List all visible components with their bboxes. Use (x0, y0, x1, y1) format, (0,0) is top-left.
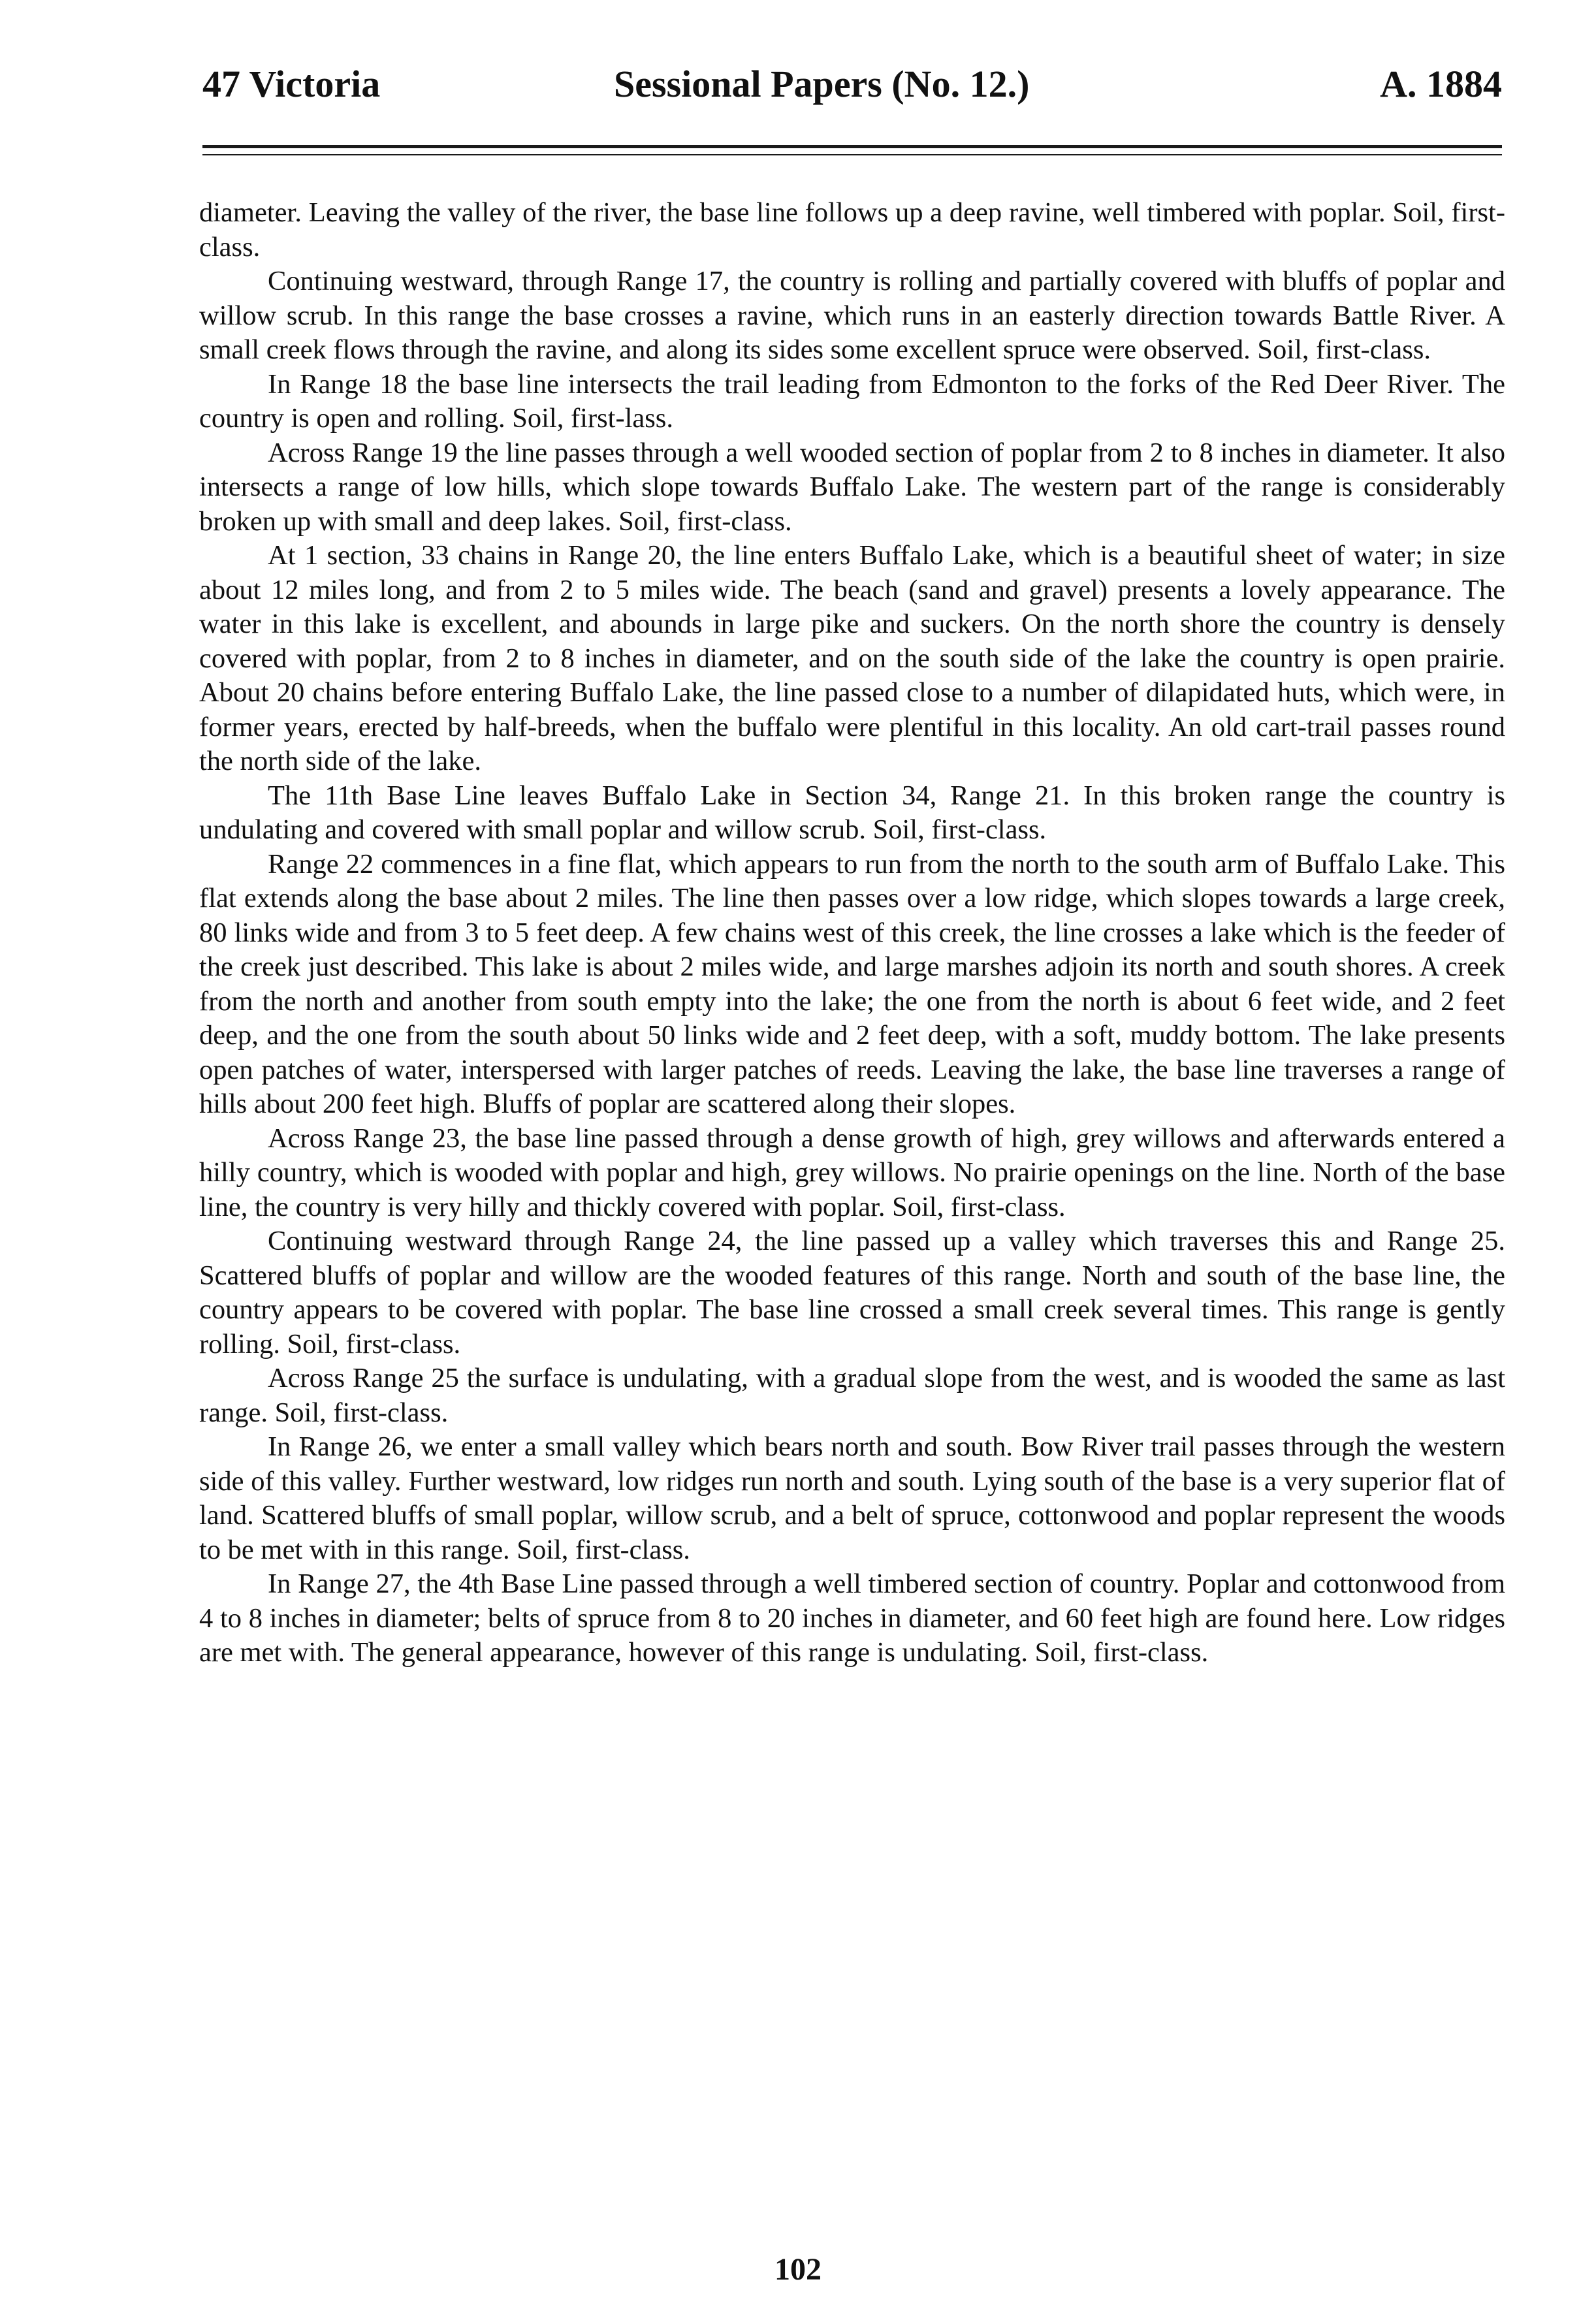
header-volume: 47 Victoria (202, 63, 381, 105)
page-number: 102 (774, 2252, 822, 2287)
body-text (199, 196, 1505, 1670)
header-title: Sessional Papers (No. 12.) (614, 63, 1030, 105)
paragraph: In Range 18 the base line intersects the trail leading from Edmonton to the forks of the Red Deer River. The country is open and rolling. Soil, first-lass. (199, 368, 1505, 434)
paragraph: Across Range 19 the line passes through a well wooded section of poplar from 2 to 8 inches in diameter. It also intersects a range of low hills, which slope towards Buffalo Lake. The western part of the range is considerably broken up with small and deep lakes. Soil, first-class. (199, 437, 1505, 537)
paragraph: Across Range 23, the base line passed through a dense growth of high, grey willows and afterwards entered a hilly country, which is wooded with poplar and high, grey willows. No prairie openings on the line. North of the base line, the country is very hilly and thickly covered with poplar. Soil, first-class. (199, 1122, 1505, 1222)
header-rule-thin (202, 154, 1502, 155)
paragraph: In Range 27, the 4th Base Line passed through a well timbered section of country. Poplar and cottonwood from 4 to 8 inches in diameter; belts of spruce from 8 to 20 inches in diameter, and 60 feet high are found here. Low ridges are met with. The general appearance, however of this range is undulating. Soil, first-class. (199, 1568, 1505, 1668)
paragraph: In Range 26, we enter a small valley which bears north and south. Bow River trail passes through the western side of this valley. Further westward, low ridges run north and south. Lying south of the base is a very superior flat of land. Scattered bluffs of small poplar, willow scrub, and a belt of spruce, cottonwood and poplar represent the woods to be met with in this range. Soil, first-class. (199, 1431, 1505, 1565)
page-header (202, 62, 1502, 121)
paragraph: Across Range 25 the surface is undulating, with a gradual slope from the west, and is wooded the same as last range. Soil, first-class. (199, 1363, 1505, 1428)
paragraph: At 1 section, 33 chains in Range 20, the line enters Buffalo Lake, which is a beautiful sheet of water; in size about 12 miles long, and from 2 to 5 miles wide. The beach (sand and gravel) presents a lovely appearance. The water in this lake is excellent, and abounds in large pike and suckers. On the north shore the country is densely covered with poplar, from 2 to 8 inches in diameter, and on the south side of the lake the country is open prairie. About 20 chains before entering Buffalo Lake, the line passed close to a number of dilapidated huts, which were, in former years, erected by half-breeds, when the buffalo were plentiful in this locality. An old cart-trail passes round the north side of the lake. (199, 540, 1505, 776)
paragraph: Continuing westward through Range 24, the line passed up a valley which traverses this and Range 25. Scattered bluffs of poplar and willow are the wooded features of this range. North and south of the base line, the country appears to be covered with poplar. The base line crossed a small creek several times. This range is gently rolling. Soil, first-class. (199, 1226, 1505, 1360)
paragraph: Continuing westward, through Range 17, the country is rolling and partially covered with bluffs of poplar and willow scrub. In this range the base crosses a ravine, which runs in an easterly direction towards Battle River. A small creek flows through the ravine, and along its sides some excellent spruce were observed. Soil, first-class. (199, 266, 1505, 365)
paragraph: Range 22 commences in a fine flat, which appears to run from the north to the south arm of Buffalo Lake. This flat extends along the base about 2 miles. The line then passes over a low ridge, which slopes towards a large creek, 80 links wide and from 3 to 5 feet deep. A few chains west of this creek, the line crosses a lake which is the feeder of the creek just described. This lake is about 2 miles wide, and large marshes adjoin its north and south shores. A creek from the north and another from south empty into the lake; the one from the north is about 6 feet wide, and 2 feet deep, and the one from the south about 50 links wide and 2 feet deep, with a soft, muddy bottom. The lake presents open patches of water, interspersed with larger patches of reeds. Leaving the lake, the base line traverses a range of hills about 200 feet high. Bluffs of poplar are scattered along their slopes. (199, 848, 1505, 1119)
header-year: A. 1884 (1380, 63, 1502, 105)
paragraph: The 11th Base Line leaves Buffalo Lake in Section 34, Range 21. In this broken range the country is undulating and covered with small poplar and willow scrub. Soil, first-class. (199, 780, 1505, 845)
paragraph: diameter. Leaving the valley of the river, the base line follows up a deep ravine, well timbered with poplar. Soil, first-class. (199, 197, 1505, 262)
header-rule-thick (202, 145, 1502, 148)
